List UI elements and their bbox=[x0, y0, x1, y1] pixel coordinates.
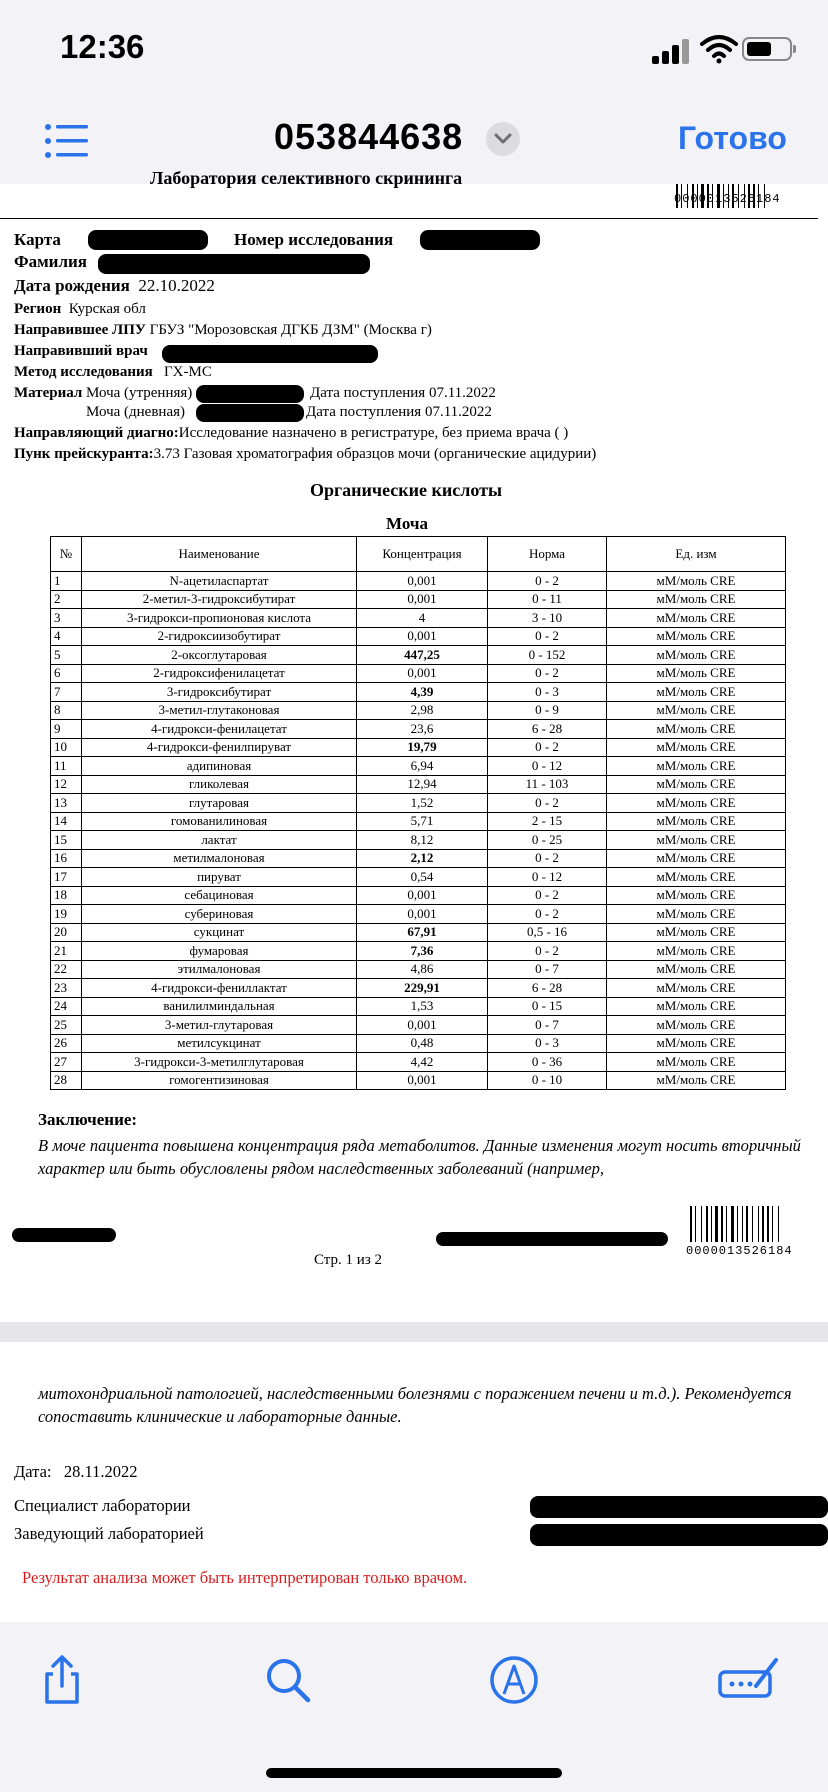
table-cell: мМ/моль CRE bbox=[607, 849, 786, 868]
wifi-icon bbox=[700, 34, 738, 64]
table-row bbox=[51, 646, 786, 665]
table-cell: гомованилиновая bbox=[82, 812, 357, 831]
table-row bbox=[51, 849, 786, 868]
redaction bbox=[12, 1228, 116, 1242]
barcode-number-bottom: 0000013526184 bbox=[686, 1244, 793, 1258]
table-cell: мМ/моль CRE bbox=[607, 646, 786, 665]
table-cell: 0 - 12 bbox=[488, 757, 607, 776]
table-cell: 6 bbox=[51, 664, 82, 683]
table-cell: 0 - 152 bbox=[488, 646, 607, 665]
table-row bbox=[51, 979, 786, 998]
region-row: Регион Курская обл bbox=[14, 301, 146, 317]
table-cell: мМ/моль CRE bbox=[607, 942, 786, 961]
list-icon[interactable] bbox=[44, 122, 90, 160]
table-cell: 12 bbox=[51, 775, 82, 794]
birthdate-row: Дата рождения 22.10.2022 bbox=[14, 276, 215, 295]
table-cell: мМ/моль CRE bbox=[607, 627, 786, 646]
table-cell: 3-метил-глутаровая bbox=[82, 1016, 357, 1035]
table-cell: 19,79 bbox=[357, 738, 488, 757]
title-menu-button[interactable] bbox=[486, 122, 520, 156]
table-cell: 3-гидрокси-3-метилглутаровая bbox=[82, 1053, 357, 1072]
table-cell: 3 - 10 bbox=[488, 609, 607, 628]
section-title: Органические кислоты bbox=[310, 480, 502, 500]
price-row: Пунк прейскуранта:3.73 Газовая хроматография образцов мочи (органические ацидурии) bbox=[14, 446, 597, 462]
cellular-signal-icon bbox=[652, 38, 692, 64]
date-row: Дата: 28.11.2022 bbox=[14, 1462, 138, 1481]
table-cell: 23,6 bbox=[357, 720, 488, 739]
table-cell: 16 bbox=[51, 849, 82, 868]
table-cell: 5,71 bbox=[357, 812, 488, 831]
table-cell: 3-метил-глутаконовая bbox=[82, 701, 357, 720]
table-cell: 23 bbox=[51, 979, 82, 998]
table-cell: мМ/моль CRE bbox=[607, 757, 786, 776]
referring-doctor-label: Направивший врач bbox=[14, 343, 148, 359]
table-cell: 22 bbox=[51, 960, 82, 979]
table-cell: себациновая bbox=[82, 886, 357, 905]
barcode-number-top: 0000013526184 bbox=[674, 192, 781, 206]
table-cell: 0,001 bbox=[357, 1071, 488, 1090]
conclusion-text: В моче пациента повышена концентрация ряда метаболитов. Данные изменения могут носить вторичный характер или быть обусловлены рядом наследственных заболеваний (например, bbox=[38, 1136, 801, 1178]
material-label: Материал bbox=[14, 385, 83, 401]
table-cell: мМ/моль CRE bbox=[607, 923, 786, 942]
table-row bbox=[51, 609, 786, 628]
table-cell: 4 bbox=[357, 609, 488, 628]
table-cell: лактат bbox=[82, 831, 357, 850]
surname-label: Фамилия bbox=[14, 252, 88, 271]
table-cell: 0 - 15 bbox=[488, 997, 607, 1016]
table-cell: 25 bbox=[51, 1016, 82, 1035]
table-cell: 0 - 2 bbox=[488, 905, 607, 924]
table-cell: 18 bbox=[51, 886, 82, 905]
card-label: Карта bbox=[14, 230, 61, 249]
study-number-label: Номер исследования bbox=[234, 230, 394, 249]
table-cell: 0,001 bbox=[357, 627, 488, 646]
table-cell: 0 - 12 bbox=[488, 868, 607, 887]
table-row bbox=[51, 572, 786, 591]
table-cell: 4-гидрокси-фениллактат bbox=[82, 979, 357, 998]
subsection-title: Моча bbox=[386, 514, 428, 533]
table-cell: 0,001 bbox=[357, 572, 488, 591]
table-cell: мМ/моль CRE bbox=[607, 572, 786, 591]
table-cell: 1 bbox=[51, 572, 82, 591]
table-cell: ванилилминдальная bbox=[82, 997, 357, 1016]
markup-icon[interactable] bbox=[488, 1654, 540, 1706]
table-cell: 15 bbox=[51, 831, 82, 850]
table-cell: 2-гидроксифенилацетат bbox=[82, 664, 357, 683]
referring-lpu-row: Направившее ЛПУ ГБУЗ "Морозовская ДГКБ ДЗМ" (Москва г) bbox=[14, 322, 432, 338]
document-page-2[interactable] bbox=[0, 1342, 828, 1622]
table-cell: 20 bbox=[51, 923, 82, 942]
table-cell: мМ/моль CRE bbox=[607, 590, 786, 609]
table-cell: 17 bbox=[51, 868, 82, 887]
share-icon[interactable] bbox=[36, 1654, 88, 1706]
table-cell: мМ/моль CRE bbox=[607, 831, 786, 850]
table-cell: 4,39 bbox=[357, 683, 488, 702]
redaction bbox=[98, 254, 370, 274]
table-cell: 1,52 bbox=[357, 794, 488, 813]
table-row bbox=[51, 794, 786, 813]
table-cell: 4-гидрокси-фенилпируват bbox=[82, 738, 357, 757]
redaction bbox=[88, 230, 208, 250]
method-row: Метод исследования ГХ-МС bbox=[14, 364, 212, 380]
table-row bbox=[51, 831, 786, 850]
edit-form-icon[interactable] bbox=[716, 1654, 780, 1706]
table-row bbox=[51, 1016, 786, 1035]
table-cell: 0 - 2 bbox=[488, 942, 607, 961]
table-cell: метилсукцинат bbox=[82, 1034, 357, 1053]
table-row bbox=[51, 683, 786, 702]
table-cell: 2,12 bbox=[357, 849, 488, 868]
material-2: Моча (дневная) bbox=[86, 404, 186, 420]
table-cell: мМ/моль CRE bbox=[607, 960, 786, 979]
redaction bbox=[420, 230, 540, 250]
table-cell: 2-оксоглутаровая bbox=[82, 646, 357, 665]
table-cell: мМ/моль CRE bbox=[607, 1016, 786, 1035]
material-1-date: Дата поступления 07.11.2022 bbox=[310, 385, 496, 401]
document-page-1[interactable] bbox=[0, 168, 828, 1322]
table-cell: 0 - 2 bbox=[488, 849, 607, 868]
table-cell: 9 bbox=[51, 720, 82, 739]
table-cell: 0,001 bbox=[357, 664, 488, 683]
table-cell: 0 - 2 bbox=[488, 794, 607, 813]
table-cell: 6 - 28 bbox=[488, 979, 607, 998]
table-header-cell: Концентрация bbox=[357, 537, 488, 572]
results-table bbox=[50, 536, 786, 1090]
table-cell: 13 bbox=[51, 794, 82, 813]
table-cell: сукцинат bbox=[82, 923, 357, 942]
material-2-date: Дата поступления 07.11.2022 bbox=[306, 404, 492, 420]
status-time: 12:36 bbox=[60, 28, 145, 65]
table-cell: 3-гидроксибутират bbox=[82, 683, 357, 702]
table-cell: 12,94 bbox=[357, 775, 488, 794]
table-cell: мМ/моль CRE bbox=[607, 775, 786, 794]
table-cell: субериновая bbox=[82, 905, 357, 924]
table-cell: мМ/моль CRE bbox=[607, 905, 786, 924]
table-cell: глутаровая bbox=[82, 794, 357, 813]
table-cell: 229,91 bbox=[357, 979, 488, 998]
table-cell: 2-гидроксиизобутират bbox=[82, 627, 357, 646]
table-cell: 0 - 7 bbox=[488, 1016, 607, 1035]
table-cell: 0 - 9 bbox=[488, 701, 607, 720]
redaction bbox=[196, 404, 304, 422]
table-row bbox=[51, 923, 786, 942]
conclusion-label: Заключение: bbox=[38, 1110, 138, 1129]
table-cell: 1,53 bbox=[357, 997, 488, 1016]
table-cell: фумаровая bbox=[82, 942, 357, 961]
table-cell: 14 bbox=[51, 812, 82, 831]
table-cell: 11 bbox=[51, 757, 82, 776]
table-cell: 28 bbox=[51, 1071, 82, 1090]
document-title[interactable]: 053844638 bbox=[274, 116, 464, 157]
table-row bbox=[51, 720, 786, 739]
table-row bbox=[51, 775, 786, 794]
material-1: Моча (утренняя) bbox=[86, 385, 193, 401]
table-cell: 0 - 3 bbox=[488, 683, 607, 702]
table-row bbox=[51, 664, 786, 683]
table-cell: 0 - 2 bbox=[488, 886, 607, 905]
table-cell: 0,001 bbox=[357, 590, 488, 609]
table-cell: метилмалоновая bbox=[82, 849, 357, 868]
table-cell: этилмалоновая bbox=[82, 960, 357, 979]
table-cell: мМ/моль CRE bbox=[607, 1071, 786, 1090]
table-cell: 0,5 - 16 bbox=[488, 923, 607, 942]
table-cell: гликолевая bbox=[82, 775, 357, 794]
table-row bbox=[51, 757, 786, 776]
table-row bbox=[51, 1053, 786, 1072]
table-cell: мМ/моль CRE bbox=[607, 609, 786, 628]
table-cell: 11 - 103 bbox=[488, 775, 607, 794]
table-cell: 10 bbox=[51, 738, 82, 757]
table-row bbox=[51, 942, 786, 961]
table-cell: 21 bbox=[51, 942, 82, 961]
table-cell: пируват bbox=[82, 868, 357, 887]
table-cell: 0 - 10 bbox=[488, 1071, 607, 1090]
table-cell: мМ/моль CRE bbox=[607, 886, 786, 905]
table-cell: 4 bbox=[51, 627, 82, 646]
table-row bbox=[51, 905, 786, 924]
chevron-down-icon bbox=[486, 122, 520, 156]
redaction bbox=[162, 345, 378, 363]
table-cell: 8 bbox=[51, 701, 82, 720]
table-cell: мМ/моль CRE bbox=[607, 664, 786, 683]
table-cell: мМ/моль CRE bbox=[607, 701, 786, 720]
table-cell: мМ/моль CRE bbox=[607, 794, 786, 813]
table-cell: мМ/моль CRE bbox=[607, 979, 786, 998]
done-button[interactable]: Готово bbox=[678, 120, 787, 156]
specialist-label: Специалист лаборатории bbox=[14, 1496, 191, 1515]
redaction bbox=[530, 1496, 828, 1518]
table-cell: мМ/моль CRE bbox=[607, 868, 786, 887]
table-cell: мМ/моль CRE bbox=[607, 683, 786, 702]
table-cell: 2 bbox=[51, 590, 82, 609]
table-cell: мМ/моль CRE bbox=[607, 1053, 786, 1072]
table-row bbox=[51, 1071, 786, 1090]
table-cell: 7 bbox=[51, 683, 82, 702]
table-cell: N-ацетиласпартат bbox=[82, 572, 357, 591]
bottom-toolbar bbox=[0, 1622, 828, 1792]
table-cell: 26 bbox=[51, 1034, 82, 1053]
table-cell: 0 - 36 bbox=[488, 1053, 607, 1072]
table-cell: 0 - 7 bbox=[488, 960, 607, 979]
table-row bbox=[51, 701, 786, 720]
table-cell: 24 bbox=[51, 997, 82, 1016]
table-header-cell: Норма bbox=[488, 537, 607, 572]
table-cell: 7,36 bbox=[357, 942, 488, 961]
table-row bbox=[51, 997, 786, 1016]
table-cell: 447,25 bbox=[357, 646, 488, 665]
table-cell: 0 - 2 bbox=[488, 664, 607, 683]
status-bar bbox=[0, 0, 828, 100]
battery-icon bbox=[742, 37, 792, 61]
table-cell: 6,94 bbox=[357, 757, 488, 776]
page-number: Стр. 1 из 2 bbox=[314, 1252, 382, 1268]
table-cell: 19 bbox=[51, 905, 82, 924]
table-row bbox=[51, 812, 786, 831]
table-cell: 3-гидрокси-пропионовая кислота bbox=[82, 609, 357, 628]
table-row bbox=[51, 590, 786, 609]
diagnosis-row: Направляющий диагно:Исследование назначено в регистратуре, без приема врача ( ) bbox=[14, 425, 569, 441]
table-cell: 0 - 2 bbox=[488, 572, 607, 591]
search-icon[interactable] bbox=[262, 1654, 314, 1706]
table-row bbox=[51, 886, 786, 905]
table-cell: 8,12 bbox=[357, 831, 488, 850]
table-row bbox=[51, 960, 786, 979]
table-row bbox=[51, 1034, 786, 1053]
table-cell: 0 - 2 bbox=[488, 738, 607, 757]
table-cell: 0 - 11 bbox=[488, 590, 607, 609]
table-cell: 2,98 bbox=[357, 701, 488, 720]
table-cell: 0,001 bbox=[357, 886, 488, 905]
table-cell: 2-метил-3-гидроксибутират bbox=[82, 590, 357, 609]
redaction bbox=[530, 1524, 828, 1546]
redaction bbox=[436, 1232, 668, 1246]
table-header-cell: Ед. изм bbox=[607, 537, 786, 572]
barcode-bottom bbox=[690, 1206, 806, 1242]
table-cell: 0 - 2 bbox=[488, 627, 607, 646]
table-cell: мМ/моль CRE bbox=[607, 1034, 786, 1053]
table-header-row bbox=[51, 537, 786, 572]
table-cell: 0,54 bbox=[357, 868, 488, 887]
table-cell: 27 bbox=[51, 1053, 82, 1072]
table-cell: 2 - 15 bbox=[488, 812, 607, 831]
redaction bbox=[196, 385, 304, 403]
table-cell: 5 bbox=[51, 646, 82, 665]
table-cell: 0,001 bbox=[357, 1016, 488, 1035]
table-row bbox=[51, 738, 786, 757]
table-row bbox=[51, 627, 786, 646]
table-cell: гомогентизиновая bbox=[82, 1071, 357, 1090]
table-cell: 0,001 bbox=[357, 905, 488, 924]
table-header-cell: Наименование bbox=[82, 537, 357, 572]
table-cell: 4,86 bbox=[357, 960, 488, 979]
table-cell: 67,91 bbox=[357, 923, 488, 942]
table-cell: 4-гидрокси-фенилацетат bbox=[82, 720, 357, 739]
table-row bbox=[51, 868, 786, 887]
table-cell: мМ/моль CRE bbox=[607, 997, 786, 1016]
table-cell: 0,48 bbox=[357, 1034, 488, 1053]
table-cell: мМ/моль CRE bbox=[607, 812, 786, 831]
table-cell: мМ/моль CRE bbox=[607, 738, 786, 757]
table-cell: 0 - 25 bbox=[488, 831, 607, 850]
continuation-text: митохондриальной патологией, наследственными болезнями с поражением печени и т.д.). Рекомендуется сопоставить клинические и лабораторные данные. bbox=[38, 1384, 792, 1426]
table-cell: мМ/моль CRE bbox=[607, 720, 786, 739]
home-indicator bbox=[266, 1768, 562, 1778]
red-note: Результат анализа может быть интерпретирован только врачом. bbox=[22, 1568, 468, 1587]
table-cell: 0 - 3 bbox=[488, 1034, 607, 1053]
table-cell: 3 bbox=[51, 609, 82, 628]
table-cell: адипиновая bbox=[82, 757, 357, 776]
table-header-cell: № bbox=[51, 537, 82, 572]
table-cell: 4,42 bbox=[357, 1053, 488, 1072]
head-label: Заведующий лабораторией bbox=[14, 1524, 204, 1543]
header-divider bbox=[0, 218, 818, 219]
page-separator bbox=[0, 1322, 828, 1342]
lab-heading: Лаборатория селективного скрининга bbox=[150, 168, 463, 188]
table-cell: 6 - 28 bbox=[488, 720, 607, 739]
